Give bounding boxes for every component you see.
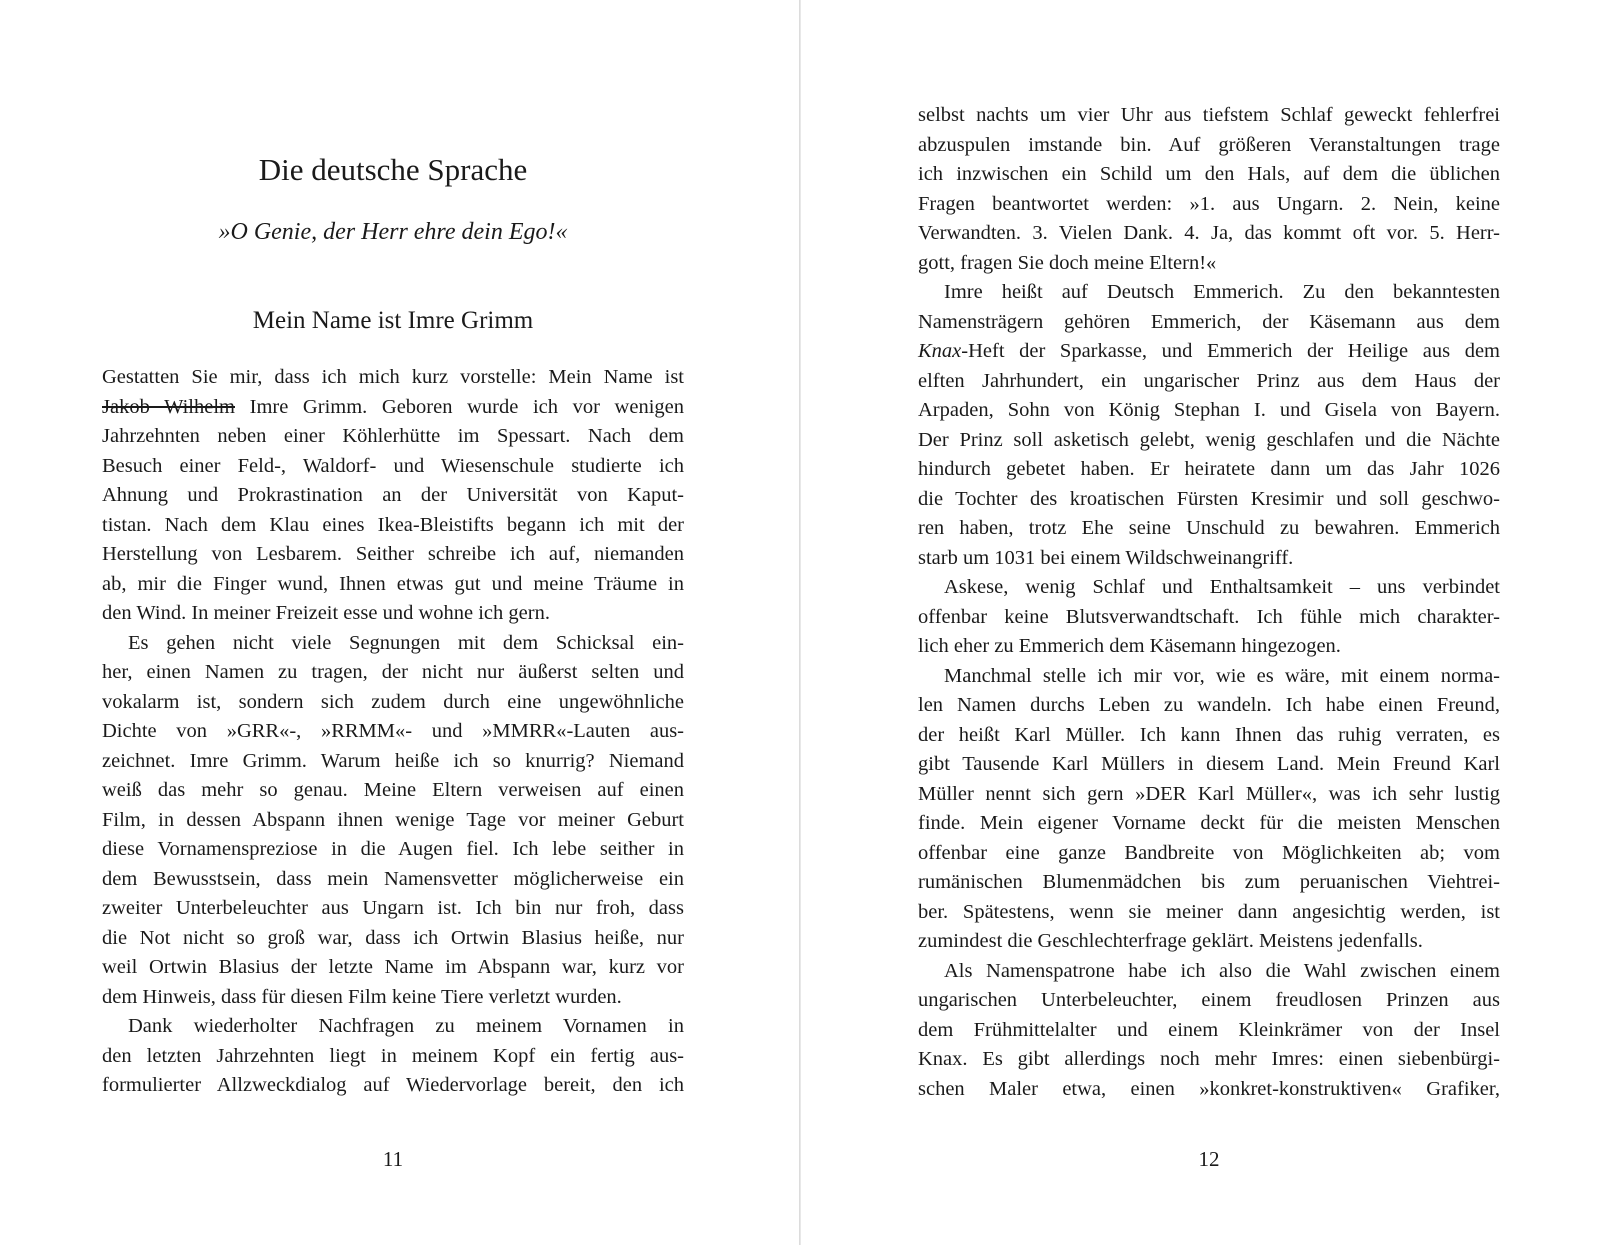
text-line: starb um 1031 bei einem Wildschweinangriff. — [918, 546, 1294, 569]
text-span: Imre Grimm. Geboren wurde ich vor wenigen — [235, 395, 685, 418]
text-line: Arpaden, Sohn von König Stephan I. und Gisela von Bayern. — [918, 399, 1500, 421]
struck-name: Jakob Wilhelm — [102, 395, 235, 418]
text-line: hindurch gebetet haben. Er heiratete dann um das Jahr 1026 — [918, 458, 1500, 480]
text-line: gibt Tausende Karl Müllers in diesem Land. Mein Freund Karl — [918, 753, 1500, 775]
text-line: ich inzwischen ein Schild um den Hals, auf dem die üblichen — [918, 163, 1500, 185]
text-line: selbst nachts um vier Uhr aus tiefstem Schlaf geweckt fehlerfrei — [918, 104, 1500, 126]
text-line: Müller nennt sich gern »DER Karl Müller«, was ich sehr lustig — [918, 782, 1500, 805]
text-line: elften Jahrhundert, ein ungarischer Prinz aus dem Haus der — [918, 369, 1500, 392]
text-line: Ahnung und Prokrastination an der Universität von Kaput- — [102, 484, 684, 506]
text-line: Dank wiederholter Nachfragen zu meinem Vornamen in — [128, 1015, 684, 1037]
text-line: Der Prinz soll asketisch gelebt, wenig geschlafen und die Nächte — [918, 428, 1500, 451]
text-line: ren haben, trotz Ehe seine Unschuld zu bewahren. Emmerich — [918, 517, 1500, 539]
section-title: Mein Name ist Imre Grimm — [252, 307, 534, 334]
text-line: offenbar eine ganze Bandbreite von Möglichkeiten ab; vom — [918, 841, 1500, 864]
page-number: 12 — [1198, 1147, 1220, 1171]
italic-word: Knax — [918, 340, 962, 362]
right-page — [918, 0, 1500, 1245]
text-line — [918, 337, 1500, 367]
text-line: Es gehen nicht viele Segnungen mit dem Schicksal ein- — [128, 631, 684, 654]
chapter-title: Die deutsche Sprache — [258, 152, 528, 187]
text-line: her, einen Namen zu tragen, der nicht nur äußerst selten und — [102, 661, 684, 683]
text-span: -Heft der Sparkasse, und Emmerich der Heilige aus dem — [961, 340, 1500, 362]
text-line: offenbar keine Blutsverwandtschaft. Ich fühle mich charakter- — [918, 605, 1500, 628]
text-line: den Wind. In meiner Freizeit esse und wohne ich gern. — [102, 602, 550, 624]
text-line: Herstellung von Lesbarem. Seither schreibe ich auf, niemanden — [102, 543, 684, 565]
text-line: den letzten Jahrzehnten liegt in meinem Kopf ein fertig aus- — [102, 1044, 684, 1067]
text-line: zeichnet. Imre Grimm. Warum heiße ich so knurrig? Niemand — [102, 749, 684, 772]
text-line: dem Hinweis, dass für diesen Film keine Tiere verletzt wurden. — [102, 985, 622, 1008]
text-line: schen Maler etwa, einen »konkret-konstruktiven« Grafiker, — [918, 1077, 1500, 1100]
epigraph: »O Genie, der Herr ehre dein Ego!« — [218, 219, 568, 245]
text-line: Dichte von »GRR«-, »RRMM«- und »MMRR«-Lauten aus- — [102, 720, 684, 742]
text-line: die Tochter des kroatischen Fürsten Kresimir und soll geschwo- — [918, 487, 1500, 510]
text-line: gott, fragen Sie doch meine Eltern!« — [918, 251, 1217, 274]
text-line: ungarischen Unterbeleuchter, einem freudlosen Prinzen aus — [918, 989, 1500, 1011]
text-line: dem Frühmittelalter und einem Kleinkrämer von der Insel — [918, 1018, 1500, 1041]
text-line: zweiter Unterbeleuchter aus Ungarn ist. Ich bin nur froh, dass — [102, 897, 684, 919]
text-line: Imre heißt auf Deutsch Emmerich. Zu den bekanntesten — [944, 281, 1500, 303]
text-line: vokalarm ist, sondern sich zudem durch eine ungewöhnliche — [102, 690, 684, 713]
text-line: diese Vornamenspreziose in die Augen fiel. Ich lebe seither in — [102, 838, 684, 860]
text-line: der heißt Karl Müller. Ich kann Ihnen das ruhig verraten, es — [918, 723, 1500, 746]
text-line: formulierter Allzweckdialog auf Wiedervorlage bereit, den ich — [102, 1074, 684, 1096]
text-line — [102, 393, 684, 423]
text-line: Besuch einer Feld-, Waldorf- und Wiesenschule studierte ich — [102, 454, 684, 477]
text-line: Als Namenspatrone habe ich also die Wahl zwischen einem — [944, 959, 1500, 982]
text-line: Askese, wenig Schlaf und Enthaltsamkeit – uns verbindet — [944, 576, 1500, 598]
text-line: finde. Mein eigener Vorname deckt für die meisten Menschen — [918, 812, 1500, 834]
text-line: tistan. Nach dem Klau eines Ikea-Bleistifts begann ich mit der — [102, 513, 684, 536]
text-line: Namensträgern gehören Emmerich, der Käsemann aus dem — [918, 310, 1500, 333]
page-number: 11 — [382, 1147, 404, 1171]
text-line: abzuspulen imstande bin. Auf größeren Veranstaltungen trage — [918, 133, 1500, 156]
text-line: Film, in dessen Abspann ihnen wenige Tage vor meiner Geburt — [102, 808, 684, 831]
text-line: die Not nicht so groß war, dass ich Ortwin Blasius heiße, nur — [102, 926, 684, 949]
text-line: weil Ortwin Blasius der letzte Name im Abspann war, kurz vor — [102, 956, 684, 978]
right-body-text — [918, 101, 1500, 1104]
text-line: Fragen beantwortet werden: »1. aus Ungarn. 2. Nein, keine — [918, 192, 1500, 215]
text-line: zumindest die Geschlechterfrage geklärt. Meistens jedenfalls. — [918, 930, 1423, 952]
text-line: dem Bewusstsein, dass mein Namensvetter möglicherweise ein — [102, 867, 684, 890]
text-line: lich eher zu Emmerich dem Käsemann hingezogen. — [918, 635, 1341, 657]
text-line: Gestatten Sie mir, dass ich mich kurz vorstelle: Mein Name ist — [102, 366, 684, 388]
text-line: weiß das mehr so genau. Meine Eltern verweisen auf einen — [102, 779, 684, 801]
left-body-text — [102, 363, 684, 1101]
text-line: Manchmal stelle ich mir vor, wie es wäre, mit einem norma- — [944, 664, 1500, 687]
text-line: len Namen durchs Leben zu wandeln. Ich habe einen Freund, — [918, 694, 1500, 716]
text-line: rumänischen Blumenmädchen bis zum peruanischen Viehtrei- — [918, 871, 1500, 893]
text-line: Knax. Es gibt allerdings noch mehr Imres: einen siebenbürgi- — [918, 1048, 1500, 1070]
text-line: Jahrzehnten neben einer Köhlerhütte im Spessart. Nach dem — [102, 425, 684, 447]
text-line: ber. Spätestens, wenn sie meiner dann angesichtig werden, ist — [918, 900, 1500, 923]
left-page — [102, 0, 684, 1245]
book-gutter — [799, 0, 801, 1245]
text-line: ab, mir die Finger wund, Ihnen etwas gut und meine Träume in — [102, 572, 684, 595]
text-line: Verwandten. 3. Vielen Dank. 4. Ja, das kommt oft vor. 5. Herr- — [918, 222, 1500, 244]
